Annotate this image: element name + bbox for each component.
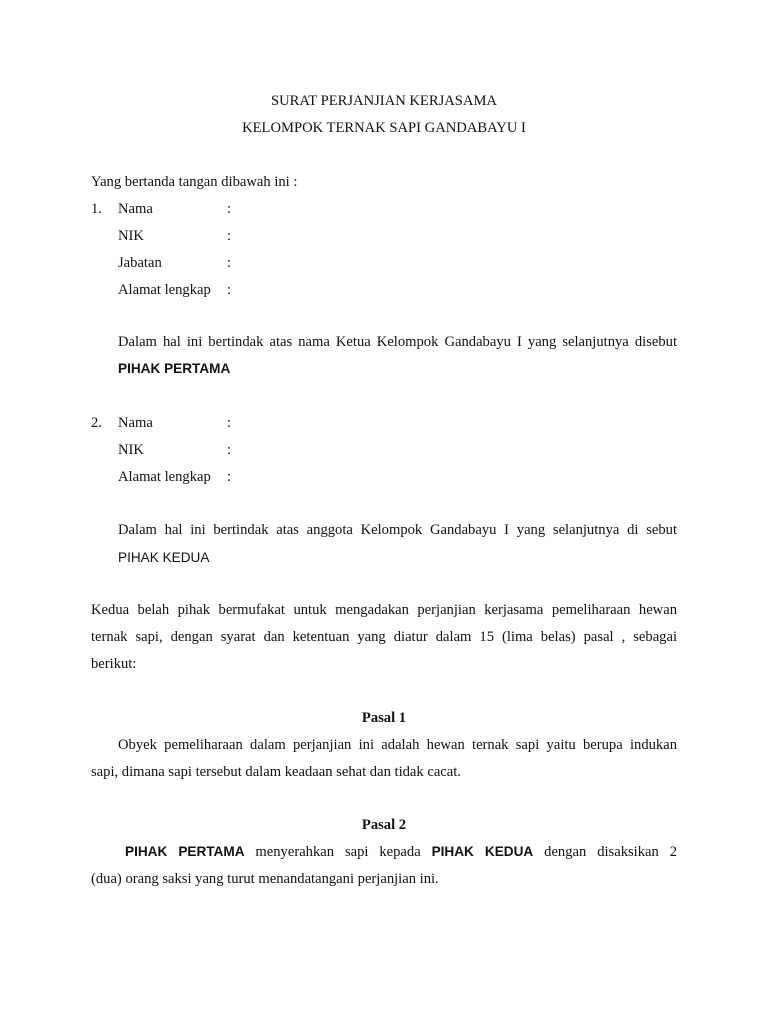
party2-description: Dalam hal ini bertindak atas anggota Kelompok Gandabayu I yang selanjutnya di sebut — [118, 522, 677, 538]
pasal2-pihak-kedua: PIHAK KEDUA — [431, 844, 534, 859]
pasal1-heading: Pasal 1 — [361, 710, 407, 726]
document-title-line1: SURAT PERJANJIAN KERJASAMA — [271, 93, 497, 109]
pasal2-pihak-pertama: PIHAK PERTAMA — [125, 844, 245, 859]
pasal2-text2: dengan disaksikan 2 — [533, 844, 678, 860]
party1-number: 1. — [91, 201, 102, 217]
party1-colon-nik: : — [227, 228, 232, 244]
party1-field-nama: Nama — [118, 201, 153, 217]
party1-description: Dalam hal ini bertindak atas nama Ketua Kelompok Gandabayu I yang selanjutnya disebut — [118, 334, 677, 350]
party1-colon-nama: : — [227, 201, 232, 217]
party2-colon-alamat: : — [227, 469, 232, 485]
agreement-line1: Kedua belah pihak bermufakat untuk mengadakan perjanjian kerjasama pemeliharaan hewan — [91, 602, 677, 618]
document-title-line2: KELOMPOK TERNAK SAPI GANDABAYU I — [242, 120, 526, 136]
intro-text: Yang bertanda tangan dibawah ini : — [91, 174, 298, 190]
party1-field-alamat: Alamat lengkap — [118, 282, 211, 298]
agreement-line3: berikut: — [91, 656, 137, 672]
party1-field-nik: NIK — [118, 228, 144, 244]
pasal2-text1: menyerahkan sapi kepada — [244, 844, 432, 860]
party2-field-nik: NIK — [118, 442, 144, 458]
party2-number: 2. — [91, 415, 102, 431]
party1-role: PIHAK PERTAMA — [118, 361, 231, 376]
pasal2-line1 — [125, 844, 677, 861]
pasal1-line1: Obyek pemeliharaan dalam perjanjian ini adalah hewan ternak sapi yaitu berupa indukan — [118, 737, 677, 753]
party1-colon-alamat: : — [227, 282, 232, 298]
party1-field-jabatan: Jabatan — [118, 255, 162, 271]
pasal1-line2: sapi, dimana sapi tersebut dalam keadaan sehat dan tidak cacat. — [91, 764, 461, 780]
pasal2-heading: Pasal 2 — [361, 817, 407, 833]
agreement-line2: ternak sapi, dengan syarat dan ketentuan yang diatur dalam 15 (lima belas) pasal , sebagai — [91, 629, 677, 645]
party2-field-nama: Nama — [118, 415, 153, 431]
party1-colon-jabatan: : — [227, 255, 232, 271]
pasal2-line2: (dua) orang saksi yang turut menandatangani perjanjian ini. — [91, 871, 439, 887]
party2-field-alamat: Alamat lengkap — [118, 469, 211, 485]
party2-colon-nama: : — [227, 415, 232, 431]
party2-role: PIHAK KEDUA — [118, 550, 210, 565]
party2-colon-nik: : — [227, 442, 232, 458]
